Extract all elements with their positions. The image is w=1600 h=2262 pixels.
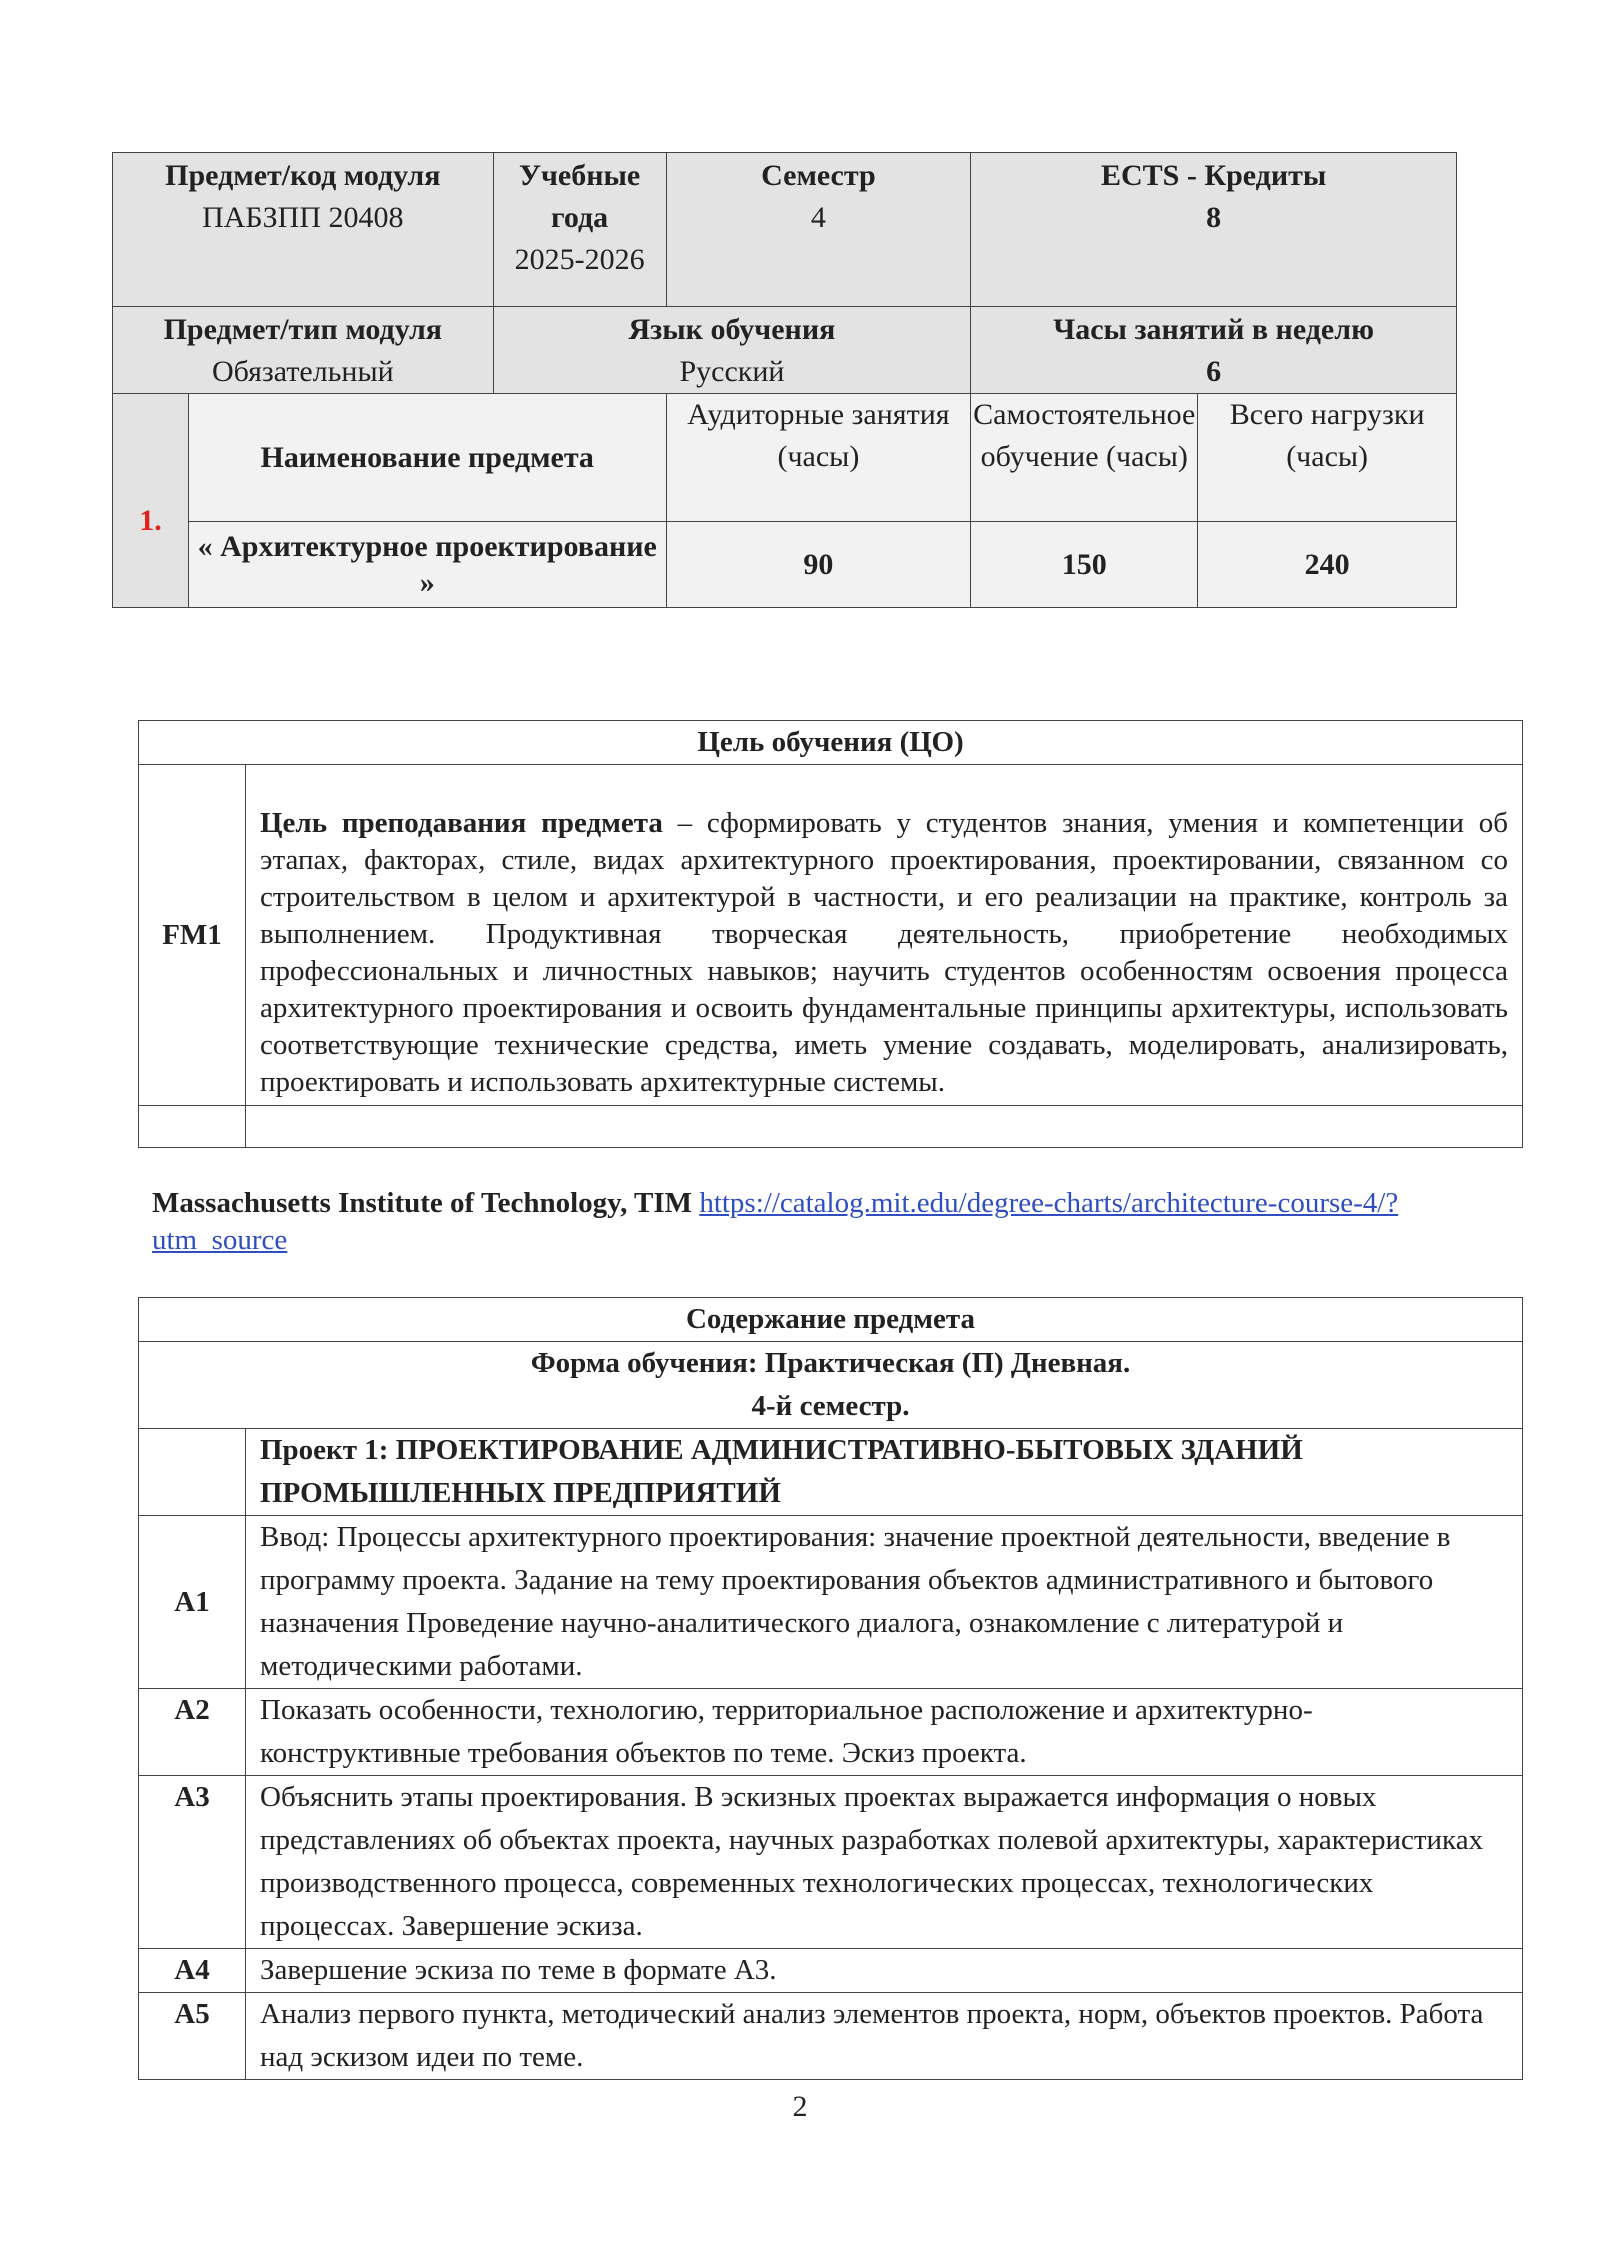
language-value: Русский bbox=[679, 355, 785, 388]
academic-years-cell bbox=[493, 153, 666, 307]
goal-text: – сформировать у студентов знания, умения и компетенции об этапах, факторах, стиле, видах архитектурного проектирования, проектировании, связанном со строительством в целом и архитектурой в частности, и его реализации на практике, контроль за выполнением. Продуктивная творческая деятельность, приобретение необходимых профессиональных и личностных навыков; научить студентов особенностям освоения процесса архитектурного проектирования и освоить фундаментальные принципы архитектуры, использовать соответствующие технические средства, иметь умение создавать, моделировать, анализировать, проектировать и использовать архитектурные системы. bbox=[260, 807, 1508, 1098]
semester-cell bbox=[666, 153, 971, 307]
semester-value: 4 bbox=[810, 201, 826, 234]
empty-cell bbox=[139, 1429, 246, 1516]
subject-name: « Архитектурное проектирование » bbox=[188, 522, 666, 608]
learning-goal-header: Цель обучения (ЦО) bbox=[139, 721, 1523, 765]
item-code: A3 bbox=[139, 1776, 246, 1949]
module-code-cell bbox=[113, 153, 494, 307]
item-code: A4 bbox=[139, 1949, 246, 1993]
module-code-header: Предмет/код модуля bbox=[165, 159, 441, 192]
content-header: Содержание предмета bbox=[139, 1298, 1523, 1342]
academic-years-value: 2025-2026 bbox=[514, 243, 645, 276]
semester-line: 4-й семестр. bbox=[751, 1390, 910, 1422]
empty-cell bbox=[139, 1106, 246, 1148]
weekly-hours-header: Часы занятий в неделю bbox=[1053, 313, 1375, 346]
source-institution: Massachusetts Institute of Technology, TIM bbox=[152, 1187, 693, 1219]
item-text: Анализ первого пункта, методический анализ элементов проекта, норм, объектов проектов. Работа над эскизом идеи по теме. bbox=[246, 1993, 1523, 2080]
page-number: 2 bbox=[792, 2090, 808, 2123]
empty-cell bbox=[246, 1106, 1523, 1148]
source-link[interactable]: https://catalog.mit.edu/degree-charts/architecture-course-4/?utm_source bbox=[152, 1187, 1399, 1256]
module-type-header: Предмет/тип модуля bbox=[163, 313, 443, 346]
total-hours-value: 240 bbox=[1198, 522, 1457, 608]
weekly-hours-value: 6 bbox=[1206, 355, 1222, 388]
academic-years-header-2: года bbox=[550, 201, 609, 234]
language-header: Язык обучения bbox=[628, 313, 836, 346]
semester-header: Семестр bbox=[761, 159, 876, 192]
module-type-value: Обязательный bbox=[211, 355, 394, 388]
classroom-hours-value: 90 bbox=[666, 522, 971, 608]
module-code-value: ПАБЗПП 20408 bbox=[202, 201, 404, 234]
total-hours-header: Всего нагрузки (часы) bbox=[1198, 394, 1457, 522]
ects-header: ECTS - Кредиты bbox=[1100, 159, 1327, 192]
ects-cell bbox=[971, 153, 1457, 307]
study-form-cell bbox=[139, 1342, 1523, 1429]
item-code: A5 bbox=[139, 1993, 246, 2080]
self-study-header: Самостоятельное обучение (часы) bbox=[971, 394, 1198, 522]
module-type-cell bbox=[113, 307, 494, 394]
study-form: Форма обучения: Практическая (П) Дневная. bbox=[530, 1347, 1131, 1379]
project-title: Проект 1: ПРОЕКТИРОВАНИЕ АДМИНИСТРАТИВНО-БЫТОВЫХ ЗДАНИЙ ПРОМЫШЛЕННЫХ ПРЕДПРИЯТИЙ bbox=[246, 1429, 1523, 1516]
goal-lead: Цель преподавания предмета bbox=[260, 807, 663, 839]
self-study-value: 150 bbox=[971, 522, 1198, 608]
weekly-hours-cell bbox=[971, 307, 1457, 394]
learning-goal-table bbox=[138, 720, 1523, 1148]
module-info-table bbox=[112, 152, 1457, 608]
item-code: A2 bbox=[139, 1689, 246, 1776]
source-reference bbox=[152, 1185, 1462, 1259]
item-code: A1 bbox=[139, 1516, 246, 1689]
language-cell bbox=[493, 307, 971, 394]
ects-value: 8 bbox=[1206, 201, 1222, 234]
subject-content-table bbox=[138, 1297, 1523, 2080]
classroom-hours-header: Аудиторные занятия (часы) bbox=[666, 394, 971, 522]
item-text: Объяснить этапы проектирования. В эскизных проектах выражается информация о новых представлениях об объектах проекта, научных разработках полевой архитектуры, характеристиках производственного процесса, современных технологических процессах, технологических процессах. Завершение эскиза. bbox=[246, 1776, 1523, 1949]
item-text: Завершение эскиза по теме в формате А3. bbox=[246, 1949, 1523, 1993]
item-text: Показать особенности, технологию, территориальное расположение и архитектурно-конструктивные требования объектов по теме. Эскиз проекта. bbox=[246, 1689, 1523, 1776]
item-text: Ввод: Процессы архитектурного проектирования: значение проектной деятельности, введение в программу проекта. Задание на тему проектирования объектов административного и бытового назначения Проведение научно-аналитического диалога, ознакомление с литературой и методическими работами. bbox=[246, 1516, 1523, 1689]
academic-years-header-1: Учебные bbox=[518, 159, 641, 192]
row-number: 1. bbox=[113, 394, 189, 608]
goal-text-cell bbox=[246, 765, 1523, 1106]
goal-code: FM1 bbox=[139, 765, 246, 1106]
subject-name-header: Наименование предмета bbox=[188, 394, 666, 522]
